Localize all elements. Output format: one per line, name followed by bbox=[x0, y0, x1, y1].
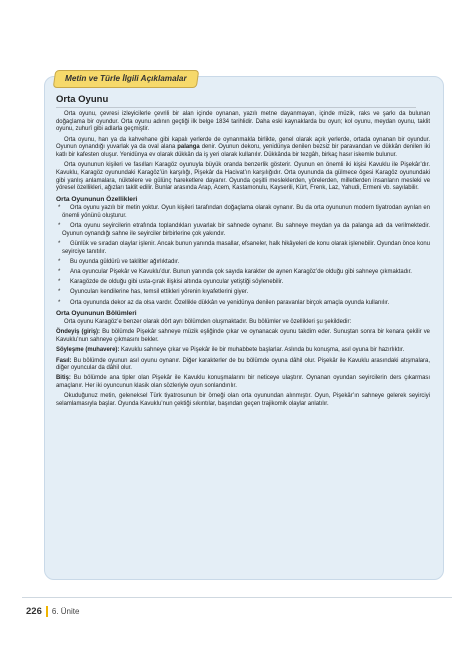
card-tab-label: Metin ve Türle İlgili Açıklamalar bbox=[65, 74, 187, 83]
part-text: Bu bölümde ana tipler olan Pişekâr ile Kavuklu konuşmalarını bir neticeye ulaştırır. Oynanan oyundan seyircilerin ders çıkarması amaçlanır. Her iki oyuncunun klasik olan sözleriyle oyun sonlandırılır. bbox=[56, 375, 430, 390]
part-item bbox=[56, 329, 430, 344]
feature-item: * Orta oyunu seyircilerin etrafında toplandıkları yuvarlak bir sahnede oynanır. Bu sahneye meydan ya da palanga adı da verilmektedir. Oyunun oynandığı sahne ile seyirciler birbirlerine çok yakındır. bbox=[56, 223, 430, 238]
features-heading: Orta Oyununun Özellikleri bbox=[56, 196, 138, 204]
feature-item: * Ana oyuncular Pişekâr ve Kavuklu’dur. Bunun yanında çok sayıda karakter de aynen Karagöz’de olduğu gibi sahneye çıkmaktadır. bbox=[56, 269, 430, 277]
parts-heading: Orta Oyununun Bölümleri bbox=[56, 310, 137, 318]
part-label: Fasıl: bbox=[56, 357, 72, 364]
part-item bbox=[56, 375, 430, 390]
keyword-palanga: palanga bbox=[177, 144, 200, 151]
feature-item: * Oyuncuları kendilerine has, temsil ettikleri yörenin kıyafetlerini giyer. bbox=[56, 289, 430, 297]
card-tab bbox=[53, 70, 199, 88]
part-label: Öndeyiş (giriş): bbox=[56, 329, 101, 336]
part-text: Bu bölümde Pişekâr sahneye müzik eşliğinde çıkar ve oynanacak oyunu takdim eder. Sunuştan sonra bir kenara çekilir ve Kavuklu’nun sahneye çıkmasını bekler. bbox=[56, 329, 430, 344]
card-content bbox=[56, 94, 430, 411]
feature-item: * Bu oyunda güldürü ve taklitler ağırlıktadır. bbox=[56, 259, 430, 267]
footer-divider bbox=[22, 597, 452, 598]
feature-item: * Orta oyununda dekor az da olsa vardır. Özellikle dükkân ve yenidünya denilen paravanlar birçok amaçla oyunda kullanılır. bbox=[56, 300, 430, 308]
page-footer bbox=[26, 604, 79, 618]
page-number: 226 bbox=[26, 606, 48, 617]
section-title: Orta Oyunu bbox=[56, 94, 416, 108]
part-item bbox=[56, 347, 430, 355]
closing-paragraph: Okuduğunuz metin, geleneksel Türk tiyatrosunun bir örneği olan orta oyunundan alınmıştır. Oyun, Pişekâr’ın sahneye gelerek seyirciyi selamlamasıyla başlar. Oyunda Kavuklu’nun çektiği sıkıntılar, başından geçen trajikomik olaylar anlatılır. bbox=[56, 393, 430, 408]
feature-item: * Karagözde de olduğu gibi usta-çırak ilişkisi altında oyuncular yetiştiği söylenebilir. bbox=[56, 279, 430, 287]
part-text: Kavuklu sahneye çıkar ve Pişekâr ile bir muhabbete başlarlar. Aslında bu konuşma, asıl oyuna bir hazırlıktır. bbox=[119, 347, 405, 354]
parts-intro: Orta oyunu Karagöz’e benzer olarak dört ayrı bölümden oluşmaktadır. Bu bölümler ve özellikleri şu şekildedir: bbox=[64, 319, 352, 326]
unit-label: 6. Ünite bbox=[51, 606, 80, 616]
part-text: Bu bölümde oyunun asıl oyunu oynanır. Diğer karakterler de bu bölümde oyuna dâhil olur. Pişekâr ile Kavuklu arasındaki atışmalara, diğer oyuncular da dâhil olur. bbox=[56, 357, 430, 372]
paragraph-2: Orta oyunu, han ya da kahvehane gibi kapalı yerlerde de oynanmakla birlikte, genel olarak açık yerlerde, ortada oynanan bir oyundur. Oyunun oynandığı yuvarlak ya da oval alana palanga denir. Oyunun dekoru, yenidünya denilen bezsiz bir paravandan ve dükkân denilen iki katlı bir kafesten oluşur. Yenidünya ev olarak dükkân da iş yeri olarak kullanılır. Dükkânda bir tezgâh, birkaç hasır iskemle bulunur. bbox=[56, 136, 430, 159]
part-label: Bitiş: bbox=[56, 375, 71, 382]
paragraph-1: Orta oyunu, çevresi izleyicilerle çevrili bir alan içinde oynanan, yazılı metne dayanmayan, içinde müzik, raks ve şarkı da bulunan doğaçlama bir oyundur. Orta oyunu adının geçtiği ilk belge 1834 tarihlidir. Daha eski kaynaklarda bu oyun; kol oyunu, meydan oyunu, taklit oyunu, zuhurî gibi adlarla geçmiştir. bbox=[56, 111, 430, 133]
paragraph-3: Orta oyununun kişileri ve fasılları Karagöz oyunuyla büyük oranda benzerlik gösterir. Oyunun en önemli iki kişisi Kavuklu ile Pişekâr’dır. Kavuklu, Karagöz oyunundaki Karagöz’ün karşılığı, Pişekâr da Hacivat’ın karşılığıdır. Orta oyununda da gülmece ögesi Karagöz oyunundaki gibi yanlış anlamalara, nüktelere ve gülünç hareketlere dayanır. Oyunda çeşitli mesleklerden, yörelerden, milletlerden insanların mesleki ve yöresel özellikleri, ağızları taklit edilir. Bunlar arasında Arap, Acem, Kastamonulu, Kayserili, Kürt, Frenk, Laz, Yahudi, Ermeni vb. sayılabilir. bbox=[56, 162, 430, 192]
part-label: Söyleşme (muhavere): bbox=[56, 347, 120, 354]
feature-item: * Günlük ve sıradan olaylar işlenir. Ancak bunun yanında masallar, efsaneler, halk hikâyeleri de konu olarak işlenebilir. Oyundan önce konu seyirciye tanıtılır. bbox=[56, 241, 430, 256]
part-item bbox=[56, 358, 430, 373]
feature-item: * Orta oyunu yazılı bir metin yoktur. Oyun kişileri tarafından doğaçlama olarak oynanır. Bu da orta oyununun modern tiyatrodan ayrılan en önemli yönünü oluşturur. bbox=[56, 205, 430, 220]
